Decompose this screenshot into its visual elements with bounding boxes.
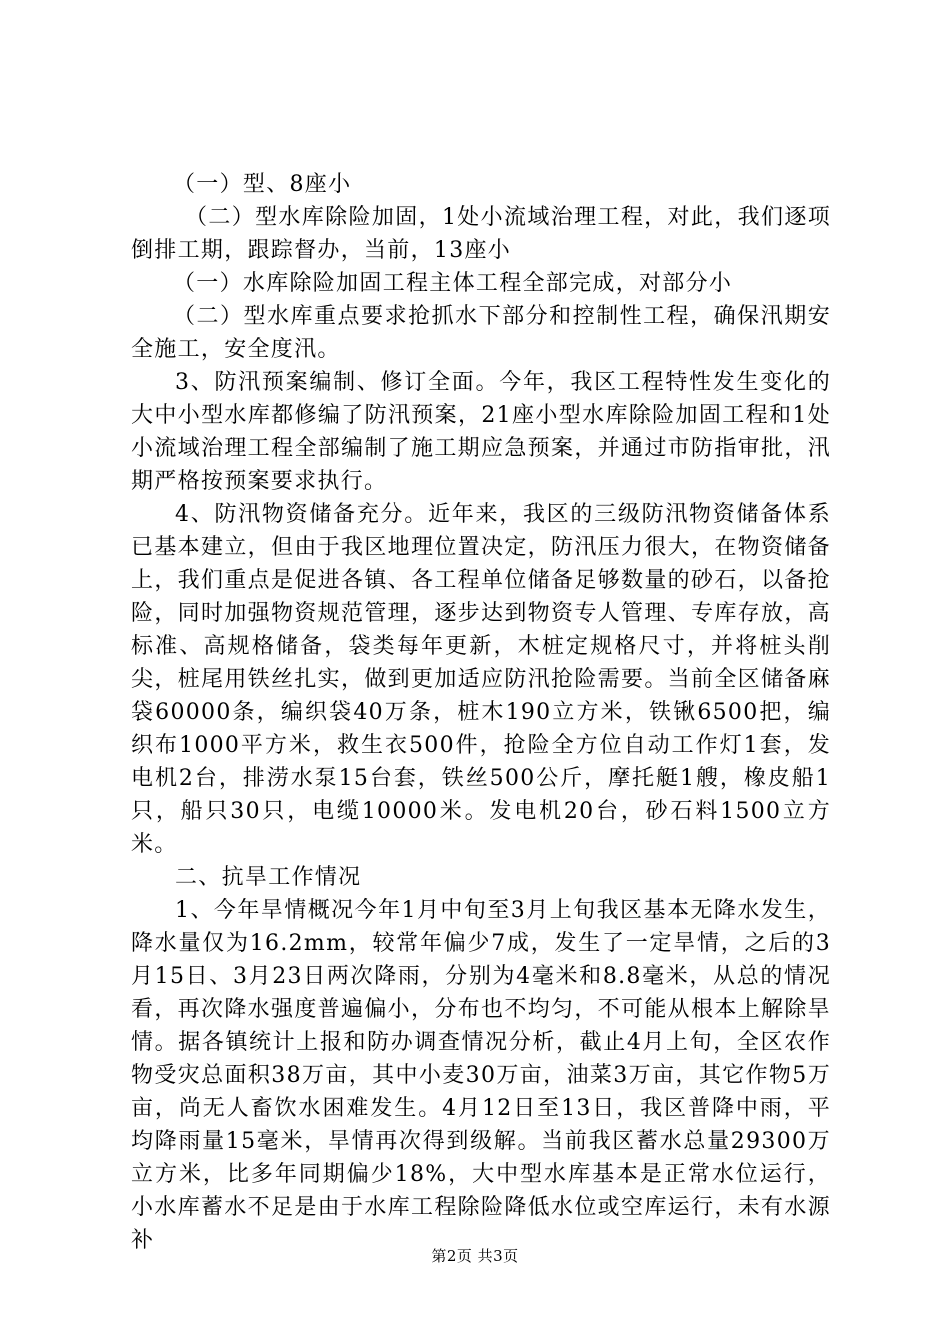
paragraph-list-item-4: （二）型水库重点要求抢抓水下部分和控制性工程，确保汛期安全施工，安全度汛。	[131, 304, 831, 362]
paragraph-list-item-1: （一）型、8座小	[173, 172, 352, 197]
paragraph-flood-plan: 3、防汛预案编制、修订全面。今年，我区工程特性发生变化的大中小型水库都修编了防汛预案，21座小型水库除险加固工程和1处小流域治理工程全部编制了施工期应急预案，并通过市防指审批，汛期严格按预案要求执行。	[131, 370, 831, 494]
paragraph-flood-materials: 4、防汛物资储备充分。近年来，我区的三级防汛物资储备体系已基本建立，但由于我区地理位置决定，防汛压力很大，在物资储备上，我们重点是促进各镇、各工程单位储备足够数量的砂石，以备抢险，同时加强物资规范管理，逐步达到物资专人管理、专库存放，高标准、高规格储备，袋类每年更新，木桩定规格尺寸，并将桩头削尖，桩尾用铁丝扎实，做到更加适应防汛抢险需要。当前全区储备麻袋60000条，编织袋40万条，桩木190立方米，铁锹6500把，编织布1000平方米，救生衣500件，抢险全方位自动工作灯1套，发电机2台，排涝水泵15台套，铁丝500公斤，摩托艇1艘，橡皮船1只，船只30只，电缆10000米。发电机20台，砂石料1500立方米。	[131, 502, 831, 857]
page-number-footer: 第2页 共3页	[431, 1247, 519, 1265]
paragraph-list-item-2: （二）型水库除险加固，1处小流域治理工程，对此，我们逐项倒排工期，跟踪督办，当前，13座小	[131, 205, 831, 263]
paragraph-drought-overview: 1、今年旱情概况今年1月中旬至3月上旬我区基本无降水发生，降水量仅为16.2mm，较常年偏少7成，发生了一定旱情，之后的3月15日、3月23日两次降雨，分别为4毫米和8.8毫米，从总的情况看，再次降水强度普遍偏小，分布也不均匀，不可能从根本上解除旱情。据各镇统计上报和防办调查情况分析，截止4月上旬，全区农作物受灾总面积38万亩，其中小麦30万亩，油菜3万亩，其它作物5万亩，尚无人畜饮水困难发生。4月12日至13日，我区普降中雨，平均降雨量15毫米，旱情再次得到级解。当前我区蓄水总量29300万立方米，比多年同期偏少18%，大中型水库基本是正常水位运行，小水库蓄水不足是由于水库工程除险降低水位或空库运行，未有水源补	[131, 898, 831, 1253]
document-body	[131, 168, 831, 1257]
section-heading-drought: 二、抗旱工作情况	[175, 865, 362, 890]
paragraph-list-item-3: （一）水库除险加固工程主体工程全部完成，对部分小	[173, 271, 733, 296]
